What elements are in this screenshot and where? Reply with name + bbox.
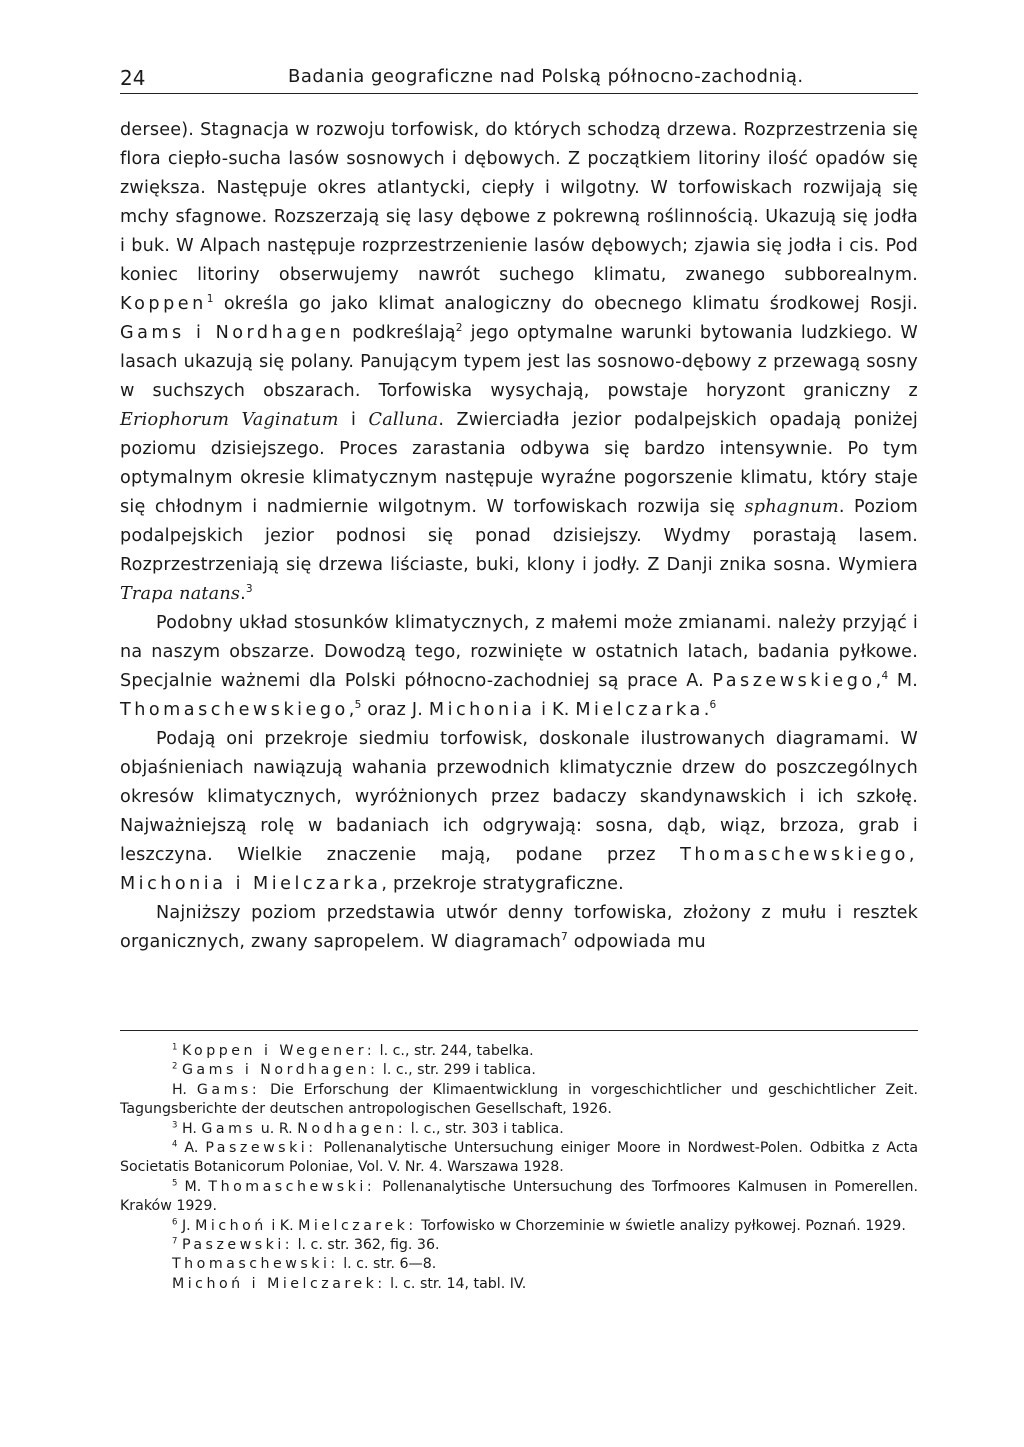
author-name: Gams i Nordhagen	[120, 323, 345, 343]
footnote-ref: 3	[245, 583, 253, 596]
text-run: Najniższy poziom przedstawia utwór denny torfowiska, złożony z mułu i resztek organicznych, zwany sapropelem. W diagramach	[120, 903, 918, 952]
footnote-number: 3	[172, 1119, 178, 1130]
text-run: ,	[875, 671, 882, 691]
footnote-ref: 5	[354, 699, 362, 712]
header-rule	[120, 93, 918, 94]
running-title: Badania geograficzne nad Polską północno-zachodnią.	[288, 66, 804, 87]
footnote-ref: 1	[206, 293, 214, 306]
footnote	[120, 1178, 918, 1217]
footnote-text: A.	[184, 1140, 206, 1157]
author-name: Gams i Nordhagen:	[181, 1062, 379, 1079]
footnote	[120, 1081, 918, 1120]
text-run: i K.	[535, 700, 576, 720]
footnote-text: Torfowisko w Chorzeminie w świetle analizy pyłkowej. Poznań. 1929.	[416, 1217, 906, 1234]
text-run: jego optymalne warunki bytowania ludzkiego. W lasach ukazują się polany. Panującym typem jest las sosnowo-dębowy z przewagą sosny w suchszych obszarach. Torfowiska wysychają, powstaje horyzont graniczny z	[120, 323, 918, 401]
footnote	[120, 1042, 918, 1061]
author-name: Thomaschewskiego, Michonia i Mielczarka	[120, 845, 918, 894]
text-run: podkreślają	[344, 323, 456, 343]
text-run: . Poziom podalpejskich jezior podnosi się ponad dzisiejszy. Wydmy porastają lasem. Rozprzestrzeniają się drzewa liściaste, buki, klony i jodły. Z Danji znika sosna. Wymiera	[120, 497, 919, 575]
paragraph	[120, 609, 918, 725]
author-name: Mielczarek:	[298, 1217, 417, 1234]
text-run: oraz J.	[361, 700, 429, 720]
footnote	[120, 1120, 918, 1139]
author-name: Nodhagen:	[297, 1120, 407, 1137]
footnote-ref: 4	[881, 670, 889, 683]
footnote-rule	[120, 1030, 918, 1031]
footnote	[120, 1217, 918, 1236]
footnote-ref: 7	[561, 931, 568, 944]
author-name: Gams	[201, 1120, 257, 1137]
footnotes	[120, 1042, 918, 1294]
text-run: , przekroje stratygraficzne.	[381, 874, 624, 894]
footnote-text: Die Erforschung der Klimaentwicklung in vorgeschichtlicher und geschichtlicher Zeit. Tagungsberichte der deutschen antropologischen Gesellschaft, 1926.	[120, 1081, 918, 1118]
footnote	[120, 1139, 918, 1178]
text-run: .	[240, 584, 246, 604]
footnote-ref: 2	[455, 322, 463, 335]
author-name: Paszewskiego	[712, 671, 876, 691]
page-number: 24	[120, 66, 146, 90]
footnote-text: J.	[181, 1217, 196, 1234]
footnote-ref: 6	[709, 699, 717, 712]
footnote-text: l. c. str. 6—8.	[338, 1256, 437, 1273]
species-name: Trapa natans	[120, 584, 241, 604]
footnote-text: H.	[181, 1120, 202, 1137]
footnote-number: 1	[172, 1042, 178, 1053]
text-run: Podobny układ stosunków klimatycznych, z małemi może zmianami. należy przyjąć i na naszym obszarze. Dowodzą tego, rozwinięte w ostatnich latach, badania pyłkowe. Specjalnie ważnemi dla Polski północno-zachodniej są prace A.	[120, 613, 918, 691]
footnote-text: l. c., str. 303 i tablica.	[406, 1120, 564, 1137]
text-run: .	[703, 700, 710, 720]
footnote-text: l. c. str. 14, tabl. IV.	[385, 1275, 527, 1292]
footnote-text: H.	[172, 1081, 197, 1098]
footnote-text: Pollenanalytische Untersuchung einiger Moore in Nordwest-Polen. Odbitka z Acta Societatis Botanicorum Poloniae, Vol. V. Nr. 4. Warszawa 1928.	[120, 1140, 919, 1176]
author-name: Gams:	[196, 1081, 261, 1098]
species-name: Eriophorum Vaginatum	[120, 410, 339, 430]
footnote-text: l. c. str. 362, fig. 36.	[293, 1237, 440, 1254]
paragraph	[120, 116, 918, 609]
text-run: odpowiada mu	[567, 932, 706, 952]
footnote-number: 4	[172, 1139, 178, 1150]
author-name: Koppen i Wegener:	[181, 1043, 376, 1059]
species-name: Calluna	[368, 410, 439, 430]
author-name: Michoń	[195, 1217, 267, 1234]
paragraph	[120, 725, 918, 899]
text-run: Podają oni przekroje siedmiu torfowisk, doskonale ilustrowanych diagramami. W objaśnieniach nawiązują wahania przewodnich klimatycznie drzew do poszczególnych okresów klimatycznych, wyróżnionych przez badaczy skandynawskich i ich szkołę. Najważniejszą rolę w badaniach ich odgrywają: sosna, dąb, wiąz, brzoza, grab i leszczyna. Wielkie znaczenie mają, podane przez	[120, 729, 918, 865]
author-name: Thomaschewski:	[172, 1256, 339, 1273]
species-name: sphagnum	[744, 497, 839, 517]
footnote-text: u. R.	[256, 1120, 298, 1137]
author-name: Michonia	[428, 700, 536, 720]
footnote-number: 2	[172, 1061, 178, 1072]
author-name: Thomaschewski:	[208, 1178, 376, 1195]
text-run: określa go jako klimat analogiczny do obecnego klimatu środkowej Rosji.	[213, 294, 918, 314]
page-header	[120, 62, 918, 94]
author-name: Paszewski:	[205, 1140, 317, 1157]
footnote	[120, 1275, 918, 1294]
footnote-number: 5	[172, 1178, 178, 1189]
footnote-number: 7	[172, 1236, 178, 1247]
footnote-text: l. c., str. 299 i tablica.	[378, 1062, 536, 1079]
footnote-text: i K.	[266, 1217, 299, 1234]
text-run: i	[338, 410, 369, 430]
author-name: Koppen	[120, 294, 207, 314]
author-name: Thomaschewskiego	[120, 700, 349, 720]
footnote-text: Pollenanalytische Untersuchung des Torfmoores Kalmusen in Pomerellen. Kraków 1929.	[120, 1178, 918, 1215]
footnote-text: M.	[184, 1178, 209, 1195]
author-name: Paszewski:	[181, 1237, 294, 1254]
text-run: ,	[348, 700, 355, 720]
footnote	[120, 1255, 918, 1274]
footnote-text: l. c., str. 244, tabelka.	[375, 1043, 534, 1059]
paragraph	[120, 899, 918, 957]
footnote	[120, 1236, 918, 1255]
text-run: . Zwierciadła jezior podalpejskich opadają poniżej poziomu dzisiejszego. Proces zarastania odbywa się bardzo intensywnie. Po tym optymalnym okresie klimatycznym następuje wyraźne pogorszenie klimatu, który staje się chłodnym i nadmiernie wilgotnym. W torfowiskach rozwija się	[120, 410, 918, 517]
text-run: M.	[888, 671, 918, 691]
text-run: dersee). Stagnacja w rozwoju torfowisk, do których schodzą drzewa. Rozprzestrzenia się flora ciepło-sucha lasów sosnowych i dębowych. Z początkiem litoriny ilość opadów się zwiększa. Następuje okres atlantycki, ciepły i wilgotny. W torfowiskach rozwijają się mchy sfagnowe. Rozszerzają się lasy dębowe z pokrewną roślinnością. Ukazują się jodła i buk. W Alpach następuje rozprzestrzenienie lasów dębowych; zjawia się jodła i cis. Pod koniec litoriny obserwujemy nawrót suchego klimatu, zwanego subborealnym.	[120, 120, 918, 285]
body-text	[120, 116, 918, 957]
author-name: Mielczarka	[575, 700, 704, 720]
footnote-number: 6	[172, 1216, 178, 1227]
footnote	[120, 1061, 918, 1080]
author-name: Michoń i Mielczarek:	[172, 1275, 386, 1292]
